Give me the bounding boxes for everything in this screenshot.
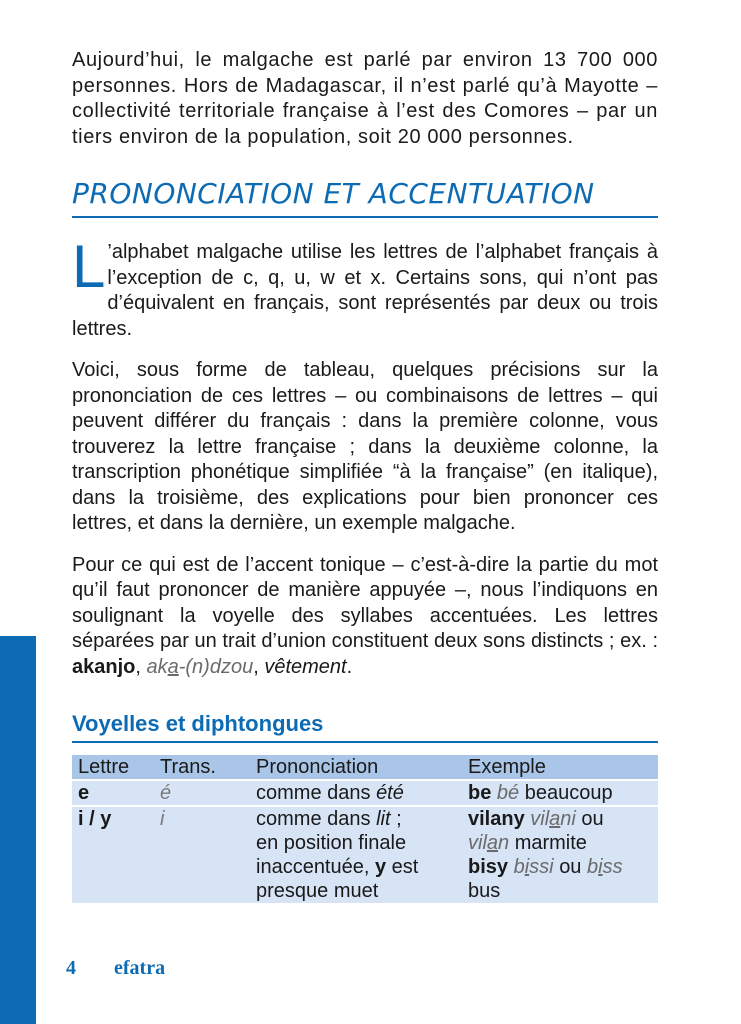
pron-line: [256, 855, 456, 879]
intro-paragraph: Aujourd’hui, le malgache est parlé par environ 13 700 000 personnes. Hors de Madagascar, il n’est parlé qu’à Mayotte – collectivité territoriale française à l’est des Comores – par un tiers environ de la population, soit 20 000 personnes.: [72, 49, 658, 148]
ex-line: [468, 855, 652, 879]
cell-trans: i: [154, 806, 250, 903]
example-sep2: ,: [253, 655, 259, 678]
pron-l1c: ;: [390, 808, 402, 830]
table-explanation-paragraph: Voici, sous forme de tableau, quelques précisions sur la prononciation de ces lettres – ou combinaisons de lettres – qui peuvent différer du français : dans la première colonne, vous trouverez la lettre française ; dans la deuxième colonne, la transcription phonétique simplifiée “à la française” (en italique), dans la troisième, des explications pour bien prononcer ces lettres, et dans la dernière, un exemple malgache.: [72, 359, 658, 534]
side-color-bar: [0, 636, 36, 1024]
ex-line: bus: [468, 880, 501, 902]
letter-i-y: i / y: [78, 808, 112, 830]
col-header-example: Exemple: [462, 755, 658, 780]
pron-line: [256, 807, 456, 831]
example-word: akanjo: [72, 655, 136, 678]
ex1-meaning: marmite: [514, 832, 587, 854]
table-header-row: [72, 755, 658, 780]
ex-trans: bé: [496, 782, 520, 804]
t: b: [587, 856, 599, 878]
letter-e: e: [78, 782, 90, 804]
pron-line: presque muet: [256, 880, 379, 902]
pron-l3a: inaccentuée,: [256, 856, 375, 878]
alphabet-paragraph: [72, 233, 658, 342]
page-number: 4: [66, 957, 76, 979]
ex2-word: bisy: [468, 856, 509, 878]
ex-meaning: beaucoup: [524, 782, 613, 804]
t: b: [513, 856, 525, 878]
publisher-brand: efatra: [114, 957, 166, 979]
vowels-table: [72, 755, 658, 903]
ex-line: [468, 831, 652, 855]
drop-cap: L: [72, 233, 106, 300]
t: a: [549, 808, 561, 830]
subsection-heading: Voyelles et diphtongues: [72, 710, 658, 743]
col-header-trans: Trans.: [154, 755, 250, 780]
table-row: [72, 806, 658, 903]
ex1-trans2: [468, 832, 509, 854]
cell-pron: [250, 780, 462, 806]
t: i: [598, 856, 603, 878]
ex-line: [468, 807, 652, 831]
pron-l3c: est: [386, 856, 419, 878]
cell-trans: é: [154, 780, 250, 806]
col-header-letter: Lettre: [72, 755, 154, 780]
cell-example: [462, 806, 658, 903]
example-sep: ,: [135, 655, 141, 678]
pron-word: été: [376, 782, 404, 804]
t: vil: [530, 808, 550, 830]
ex2-trans: [514, 856, 554, 878]
t: ni: [560, 808, 576, 830]
pron-l1b: lit: [376, 808, 391, 830]
t: ssi: [529, 856, 554, 878]
ex1-word: vilany: [468, 808, 525, 830]
example-end: .: [346, 655, 353, 678]
example-meaning: vêtement: [264, 655, 347, 678]
example-transcription: [146, 656, 253, 678]
pron-l1a: comme dans: [256, 808, 377, 830]
pron-l3b: y: [374, 856, 387, 878]
cell-pron: [250, 806, 462, 903]
cell-letter: [72, 806, 154, 903]
cell-example: [462, 780, 658, 806]
pron-line: en position finale: [256, 832, 407, 854]
page-footer: [66, 957, 165, 980]
ex2-trans2: [587, 856, 623, 878]
accent-paragraph: [72, 553, 658, 681]
t: ss: [602, 856, 623, 878]
ex1-trans: [530, 808, 576, 830]
t: n: [498, 832, 510, 854]
col-header-pron: Prononciation: [250, 755, 462, 780]
ex-trans-a: ak: [146, 655, 168, 678]
ex1-or: ou: [581, 808, 604, 830]
pron-text: comme dans: [256, 782, 377, 804]
ex-trans-c: -(n)dzou: [178, 655, 254, 678]
t: a: [486, 832, 499, 854]
page-content: [72, 48, 658, 903]
ex2-or: ou: [559, 856, 582, 878]
t: vil: [468, 832, 487, 854]
ex-trans-b: a: [167, 655, 179, 678]
alphabet-text: ’alphabet malgache utilise les lettres de l’alphabet français à l’exception de c, q, u, w et x. Certains sons, qui n’ont pas d’équivalent en français, sont représentés par deux ou trois lettres.: [72, 241, 658, 340]
accent-text: Pour ce qui est de l’accent tonique – c’est-à-dire la partie du mot qu’il faut prononcer de manière appuyée –, nous l’indiquons en soulignant la voyelle des syllabes accentuées. Les lettres séparées par un trait d’union constituent deux sons distincts ; ex. :: [72, 553, 658, 652]
section-heading: PRONONCIATION ET ACCENTUATION: [72, 174, 658, 218]
ex-word: be: [468, 782, 492, 804]
cell-letter: [72, 780, 154, 806]
table-row: [72, 780, 658, 806]
t: i: [524, 856, 530, 878]
